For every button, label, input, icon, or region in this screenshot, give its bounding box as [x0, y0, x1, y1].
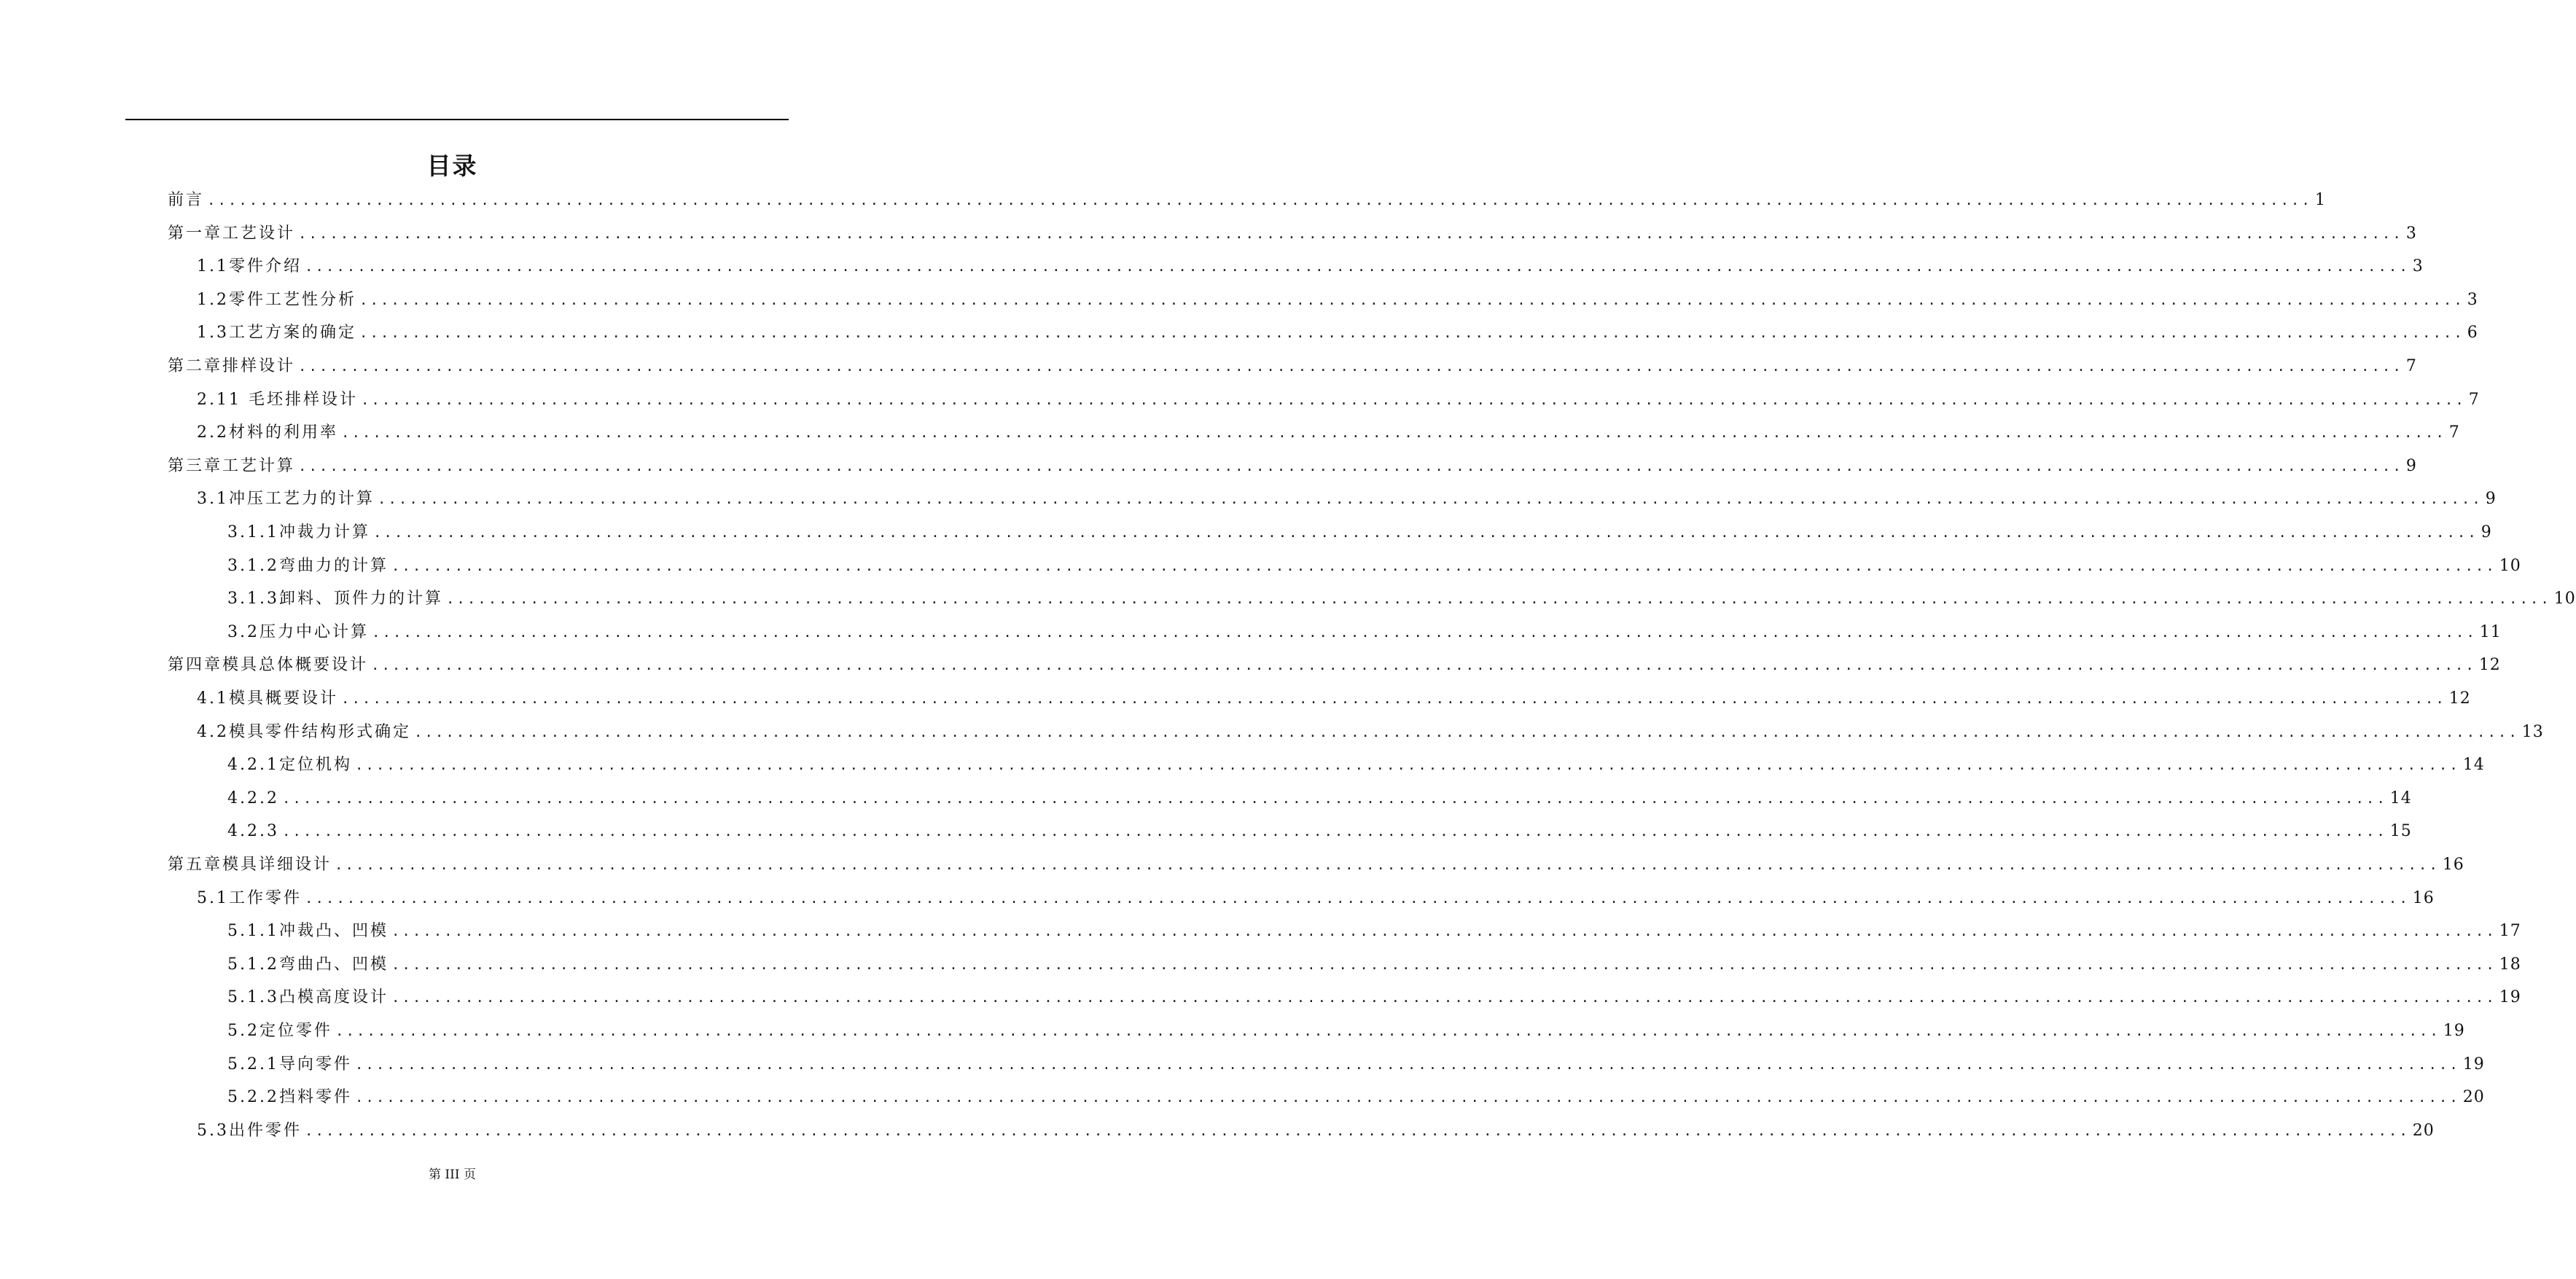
toc-dot-leader: ........................................................................................................................................................................................................ [354, 757, 2460, 774]
toc-entry-page: 3 [2412, 257, 2424, 276]
toc-entry-title: 3.1.1冲裁力计算 [227, 523, 370, 541]
toc-entry-page: 12 [2448, 689, 2471, 708]
toc-entry-page: 18 [2499, 955, 2521, 974]
toc-dot-leader: ........................................................................................................................................................................................................ [391, 990, 2497, 1006]
toc-entry-title: 3.1.3卸料、顶件力的计算 [227, 590, 443, 609]
toc-entry-page: 1 [2314, 191, 2326, 209]
toc-entry-title: 4.1模具概要设计 [197, 689, 338, 708]
toc-entry[interactable] [168, 218, 2417, 250]
toc-entry-page: 3 [2467, 290, 2478, 309]
toc-dot-leader: ........................................................................................................................................................................................................ [372, 624, 2477, 641]
toc-entry-page: 16 [2442, 856, 2464, 874]
toc-entry[interactable] [227, 1082, 2485, 1114]
toc-dot-leader: ........................................................................................................................................................................................................ [305, 1122, 2410, 1139]
toc-entry-title: 5.3出件零件 [197, 1121, 302, 1140]
toc-entry-title: 1.1零件介绍 [197, 257, 302, 276]
toc-entry[interactable] [227, 949, 2521, 981]
toc-dot-leader: ........................................................................................................................................................................................................ [298, 458, 2403, 474]
toc-dot-leader: ........................................................................................................................................................................................................ [354, 1090, 2460, 1106]
toc-dot-leader: ........................................................................................................................................................................................................ [298, 359, 2403, 375]
toc-entry-title: 4.2.3 [227, 822, 279, 841]
toc-entry-page: 20 [2412, 1121, 2435, 1140]
toc-entry-title: 5.1.2弯曲凸、凹模 [227, 955, 389, 974]
toc-entry-title: 第一章工艺设计 [168, 224, 296, 243]
toc-entry-page: 6 [2467, 324, 2478, 343]
toc-entry-title: 第五章模具详细设计 [168, 856, 332, 874]
toc-entry-title: 第三章工艺计算 [168, 456, 296, 475]
toc-entry[interactable] [227, 783, 2412, 815]
page-footer: 第 III 页 [429, 1167, 476, 1182]
toc-entry-page: 7 [2448, 423, 2460, 442]
toc-entry-page: 9 [2405, 456, 2417, 475]
toc-entry-title: 5.1.1冲裁凸、凹模 [227, 922, 389, 941]
toc-entry[interactable] [197, 284, 2478, 316]
toc-entry-page: 15 [2389, 822, 2412, 841]
toc-entry-page: 12 [2478, 656, 2501, 675]
toc-dot-leader: ........................................................................................................................................................................................................ [305, 890, 2410, 907]
toc-entry-page: 11 [2479, 622, 2502, 641]
toc-entry-page: 19 [2443, 1022, 2465, 1040]
toc-dot-leader: ........................................................................................................................................................................................................ [371, 657, 2476, 674]
toc-entry-title: 5.2.2挡料零件 [227, 1088, 352, 1107]
toc-entry-page: 7 [2405, 357, 2417, 375]
toc-dot-leader: ........................................................................................................................................................................................................ [305, 259, 2410, 275]
toc-entry[interactable] [168, 849, 2464, 881]
toc-entry-page: 10 [2499, 556, 2521, 575]
toc-entry-page: 10 [2553, 590, 2576, 609]
toc-entry-title: 3.2压力中心计算 [227, 622, 369, 641]
toc-dot-leader: ........................................................................................................................................................................................................ [207, 192, 2312, 208]
toc-entry[interactable] [227, 915, 2521, 947]
toc-entry[interactable] [168, 649, 2501, 681]
toc-dot-leader: ........................................................................................................................................................................................................ [372, 525, 2478, 541]
toc-entry-title: 2.2材料的利用率 [197, 423, 338, 442]
toc-entry[interactable] [197, 483, 2497, 515]
toc-entry-page: 9 [2485, 490, 2497, 509]
toc-dot-leader: ........................................................................................................................................................................................................ [281, 824, 2387, 840]
toc-dot-leader: ........................................................................................................................................................................................................ [391, 558, 2497, 574]
toc-dot-leader: ........................................................................................................................................................................................................ [359, 325, 2464, 342]
toc-dot-leader: ........................................................................................................................................................................................................ [281, 790, 2387, 807]
toc-dot-leader: ........................................................................................................................................................................................................ [298, 225, 2403, 242]
toc-entry[interactable] [227, 982, 2521, 1014]
toc-entry-title: 1.3工艺方案的确定 [197, 324, 356, 343]
toc-entry-title: 5.2定位零件 [227, 1022, 332, 1040]
toc-entry[interactable] [197, 683, 2471, 715]
toc-entry-page: 16 [2412, 888, 2435, 907]
toc-dot-leader: ........................................................................................................................................................................................................ [335, 857, 2440, 873]
toc-entry-title: 4.2.2 [227, 789, 279, 807]
toc-dot-leader: ........................................................................................................................................................................................................ [360, 391, 2466, 408]
toc-entry[interactable] [227, 550, 2521, 582]
toc-entry-title: 5.1.3凸模高度设计 [227, 988, 389, 1007]
toc-entry-page: 14 [2462, 756, 2485, 775]
toc-dot-leader: ........................................................................................................................................................................................................ [391, 956, 2497, 973]
toc-entry-page: 17 [2499, 922, 2521, 941]
toc-dot-leader: ........................................................................................................................................................................................................ [354, 1056, 2460, 1073]
toc-entry-title: 4.2模具零件结构形式确定 [197, 722, 411, 741]
toc-entry[interactable] [227, 815, 2412, 848]
toc-dot-leader: ........................................................................................................................................................................................................ [341, 691, 2446, 707]
toc-entry[interactable] [168, 184, 2326, 216]
toc-entry-title: 4.2.1定位机构 [227, 756, 352, 775]
toc-dot-leader: ........................................................................................................................................................................................................ [335, 1023, 2440, 1039]
toc-entry-page: 20 [2462, 1088, 2485, 1107]
toc-entry[interactable] [227, 583, 2576, 615]
toc-entry[interactable] [168, 351, 2417, 383]
page-title: 目录 [426, 152, 478, 180]
toc-entry-title: 5.1工作零件 [197, 888, 302, 907]
toc-entry-title: 1.2零件工艺性分析 [197, 290, 356, 309]
toc-entry[interactable] [227, 749, 2485, 781]
toc-entry[interactable] [197, 716, 2544, 748]
toc-dot-leader: ........................................................................................................................................................................................................ [359, 292, 2464, 308]
toc-entry[interactable] [197, 317, 2478, 349]
toc-entry-page: 14 [2389, 789, 2412, 807]
toc-entry-title: 前言 [168, 191, 205, 209]
toc-entry-title: 第二章排样设计 [168, 357, 296, 375]
toc-dot-leader: ........................................................................................................................................................................................................ [414, 724, 2519, 740]
toc-entry[interactable] [168, 450, 2417, 482]
toc-entry[interactable] [197, 384, 2480, 416]
toc-dot-leader: ........................................................................................................................................................................................................ [445, 591, 2551, 608]
toc-dot-leader: ........................................................................................................................................................................................................ [391, 923, 2497, 940]
toc-entry-title: 3.1冲压工艺力的计算 [197, 490, 375, 509]
toc-entry-title: 5.2.1导向零件 [227, 1055, 352, 1073]
toc-entry-page: 3 [2405, 224, 2417, 243]
toc-entry[interactable] [197, 251, 2424, 283]
toc-entry-page: 7 [2468, 390, 2480, 409]
toc-entry[interactable] [227, 1049, 2485, 1081]
toc-entry-title: 2.11 毛坯排样设计 [197, 390, 358, 409]
toc-dot-leader: ........................................................................................................................................................................................................ [341, 425, 2446, 442]
toc-entry-title: 第四章模具总体概要设计 [168, 656, 369, 675]
toc-entry-page: 9 [2481, 523, 2492, 541]
toc-dot-leader: ........................................................................................................................................................................................................ [378, 491, 2483, 508]
toc-entry-page: 13 [2521, 722, 2544, 741]
toc-entry[interactable] [197, 1115, 2435, 1147]
toc-entry[interactable] [197, 417, 2460, 449]
toc-entry-page: 19 [2499, 988, 2521, 1007]
toc-entry[interactable] [227, 517, 2492, 549]
toc-entry-page: 19 [2462, 1055, 2485, 1073]
toc-entry[interactable] [227, 617, 2502, 649]
toc-entry[interactable] [197, 883, 2435, 915]
toc-entry[interactable] [227, 1015, 2465, 1047]
toc-entry-title: 3.1.2弯曲力的计算 [227, 556, 389, 575]
header-rule [125, 119, 789, 120]
